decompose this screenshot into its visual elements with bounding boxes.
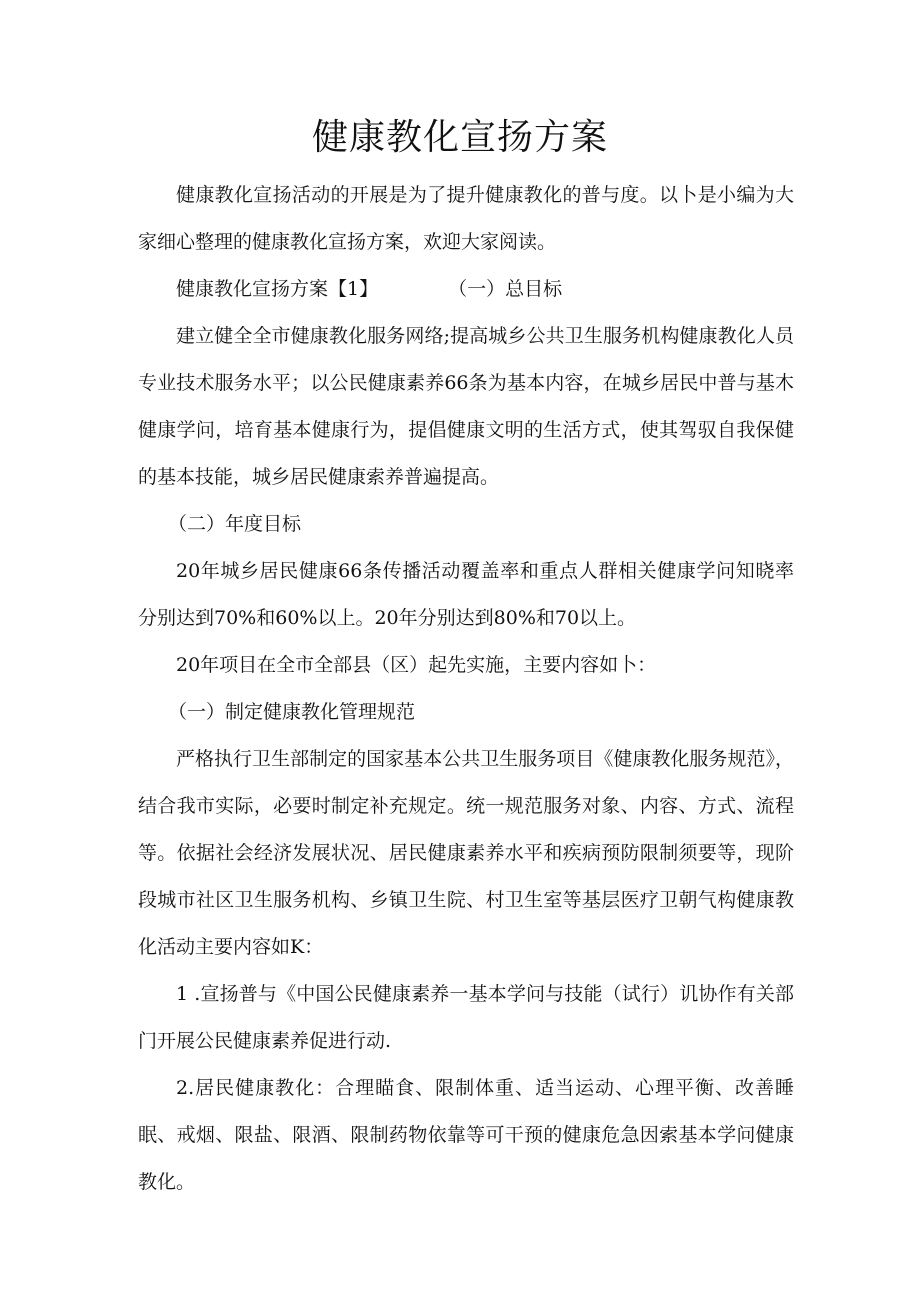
intro-paragraph: 健康教化宣扬活动的开展是为了提升健康教化的普与度。以卜是小编为大家细心整理的健康教化宣扬方案，欢迎大家阅读。 bbox=[138, 184, 794, 253]
annual-goal-heading: （二）年度目标 bbox=[168, 513, 302, 535]
list-item-1: 1 .宣扬普与《中国公民健康素养一基本学问与技能（试行）讥协作有关部门开展公民健康素养促进行动. bbox=[138, 983, 794, 1052]
section-line bbox=[138, 266, 794, 313]
document-title: 健康教化宣扬方案 bbox=[311, 117, 608, 158]
spec-heading: （一）制定健康教化管理规范 bbox=[168, 701, 416, 723]
document-body bbox=[138, 172, 794, 1206]
project-paragraph: 20年项目在全市全部县（区）起先实施，主要内容如卜： bbox=[176, 654, 657, 676]
goal-heading: （一）总目标 bbox=[448, 278, 563, 300]
annual-goal-paragraph: 20年城乡居民健康66条传播活动覆盖率和重点人群相关健康学问知晓率分别达到70%和60%以上。20年分别达到80%和70以上。 bbox=[138, 560, 794, 629]
goal-paragraph: 建立健全全市健康教化服务网络;提高城乡公共卫生服务机构健康教化人员专业技术服务水平；以公民健康素养66条为基本内容，在城乡居民中普与基木健康学问，培育基本健康行为，提倡健康文明的生活方式，使其驾驭自我保健的基本技能，城乡居民健康索养普遍提高。 bbox=[138, 325, 794, 488]
list-item-2: 2.居民健康教化：合理瞄食、限制体重、适当运动、心理平衡、改善睡眠、戒烟、限盐、限酒、限制药物依靠等可干预的健康危急因索基本学问健康教化。 bbox=[138, 1077, 794, 1193]
spec-paragraph: 严格执行卫生部制定的国家基本公共卫生服务项目《健康教化服务规范》，结合我市实际，必要时制定补充规定。统一规范服务对象、内容、方式、流程等。依据社会经济发展状况、居民健康素养水平和疾病预防限制须要等，现阶段城市社区卫生服务机构、乡镇卫生院、村卫生室等基层医疗卫朝气构健康教化活动主要内容如K： bbox=[138, 748, 794, 958]
section-label: 健康教化宣扬方案【1】 bbox=[176, 278, 379, 300]
